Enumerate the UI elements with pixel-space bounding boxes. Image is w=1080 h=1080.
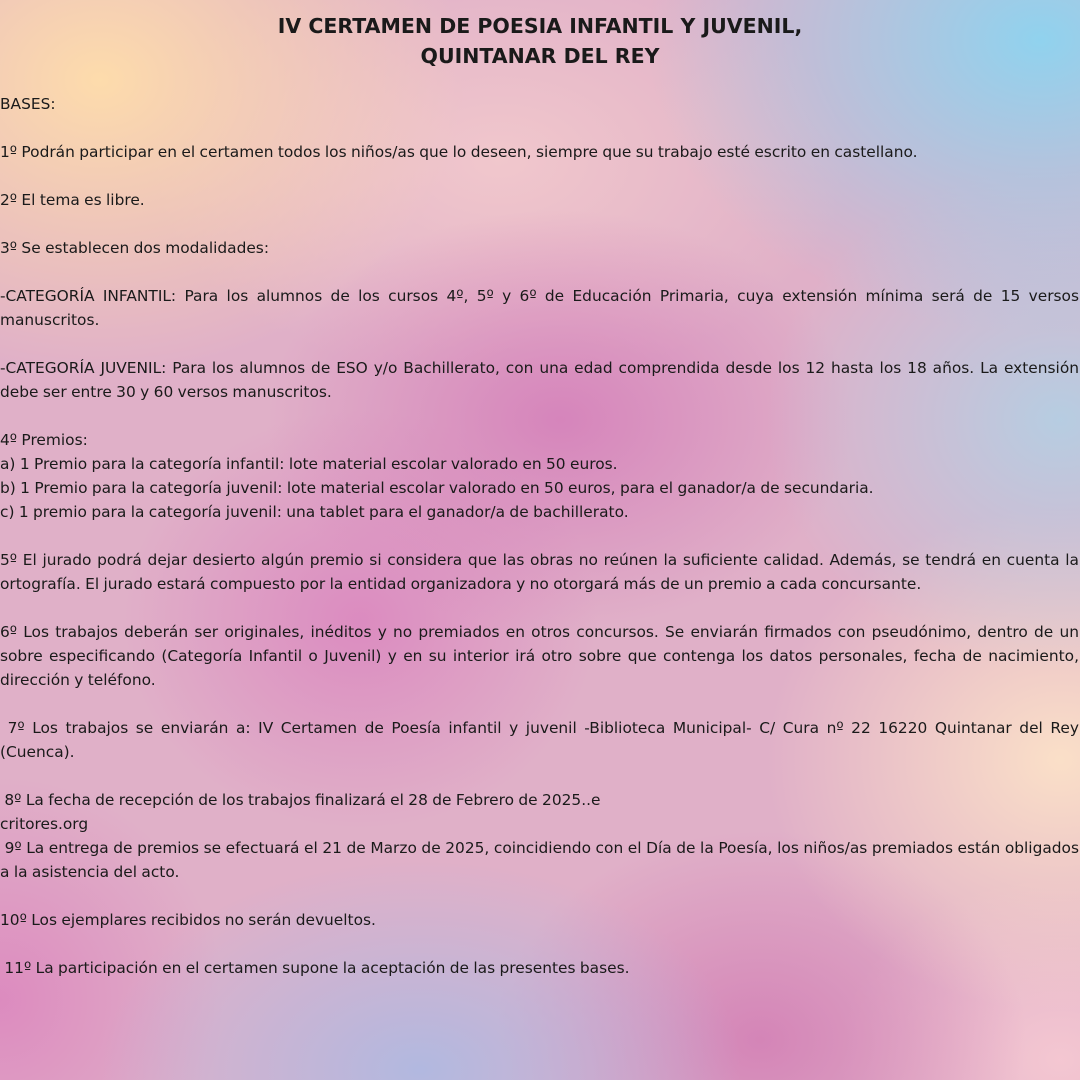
base-4-heading: 4º Premios: [0, 431, 88, 449]
base-11: 11º La participación en el certamen supone la aceptación de las presentes bases. [0, 959, 630, 977]
prize-a: a) 1 Premio para la categoría infantil: lote material escolar valorado en 50 euros. [0, 455, 618, 473]
base-9: 9º La entrega de premios se efectuará el 21 de Marzo de 2025, coincidiendo con el Día de la Poesía, los niños/as premiados están obligados a la asistencia del acto. [0, 839, 1079, 881]
prize-b: b) 1 Premio para la categoría juvenil: lote material escolar valorado en 50 euros, para el ganador/a de secundaria. [0, 479, 874, 497]
base-3: 3º Se establecen dos modalidades: [0, 239, 270, 257]
base-8-line-2: critores.org [0, 815, 89, 833]
base-10: 10º Los ejemplares recibidos no serán devueltos. [0, 911, 376, 929]
base-5: 5º El jurado podrá dejar desierto algún premio si considera que las obras no reúnen la suficiente calidad. Además, se tendrá en cuenta la ortografía. El jurado estará compuesto por la entidad organizadora y no otorgará más de un premio a cada concursante. [0, 551, 1079, 593]
base-1: 1º Podrán participar en el certamen todos los niños/as que lo deseen, siempre que su trabajo esté escrito en castellano. [0, 143, 918, 161]
category-infantil: -CATEGORÍA INFANTIL: Para los alumnos de los cursos 4º, 5º y 6º de Educación Primaria, cuya extensión mínima será de 15 versos manuscritos. [0, 287, 1079, 329]
base-6: 6º Los trabajos deberán ser originales, inéditos y no premiados en otros concursos. Se enviarán firmados con pseudónimo, dentro de un sobre especificando (Categoría Infantil o Juvenil) y en su interior irá otro sobre que contenga los datos personales, fecha de nacimiento, dirección y teléfono. [0, 623, 1079, 689]
title-line-2: QUINTANAR DEL REY [420, 44, 660, 68]
title-line-1: IV CERTAMEN DE POESIA INFANTIL Y JUVENIL, [277, 14, 803, 38]
base-7: 7º Los trabajos se enviarán a: IV Certamen de Poesía infantil y juvenil -Biblioteca Municipal- C/ Cura nº 22 16220 Quintanar del Rey (Cuenca). [0, 719, 1079, 761]
base-2: 2º El tema es libre. [0, 191, 145, 209]
category-juvenil: -CATEGORÍA JUVENIL: Para los alumnos de ESO y/o Bachillerato, con una edad comprendida desde los 12 hasta los 18 años. La extensión debe ser entre 30 y 60 versos manuscritos. [0, 359, 1079, 401]
page-title [0, 11, 1080, 71]
base-8-line-1: 8º La fecha de recepción de los trabajos finalizará el 28 de Febrero de 2025..e [0, 791, 601, 809]
prize-c: c) 1 premio para la categoría juvenil: una tablet para el ganador/a de bachillerato. [0, 503, 629, 521]
bases-heading: BASES: [0, 95, 56, 113]
bases-content [0, 92, 1079, 980]
